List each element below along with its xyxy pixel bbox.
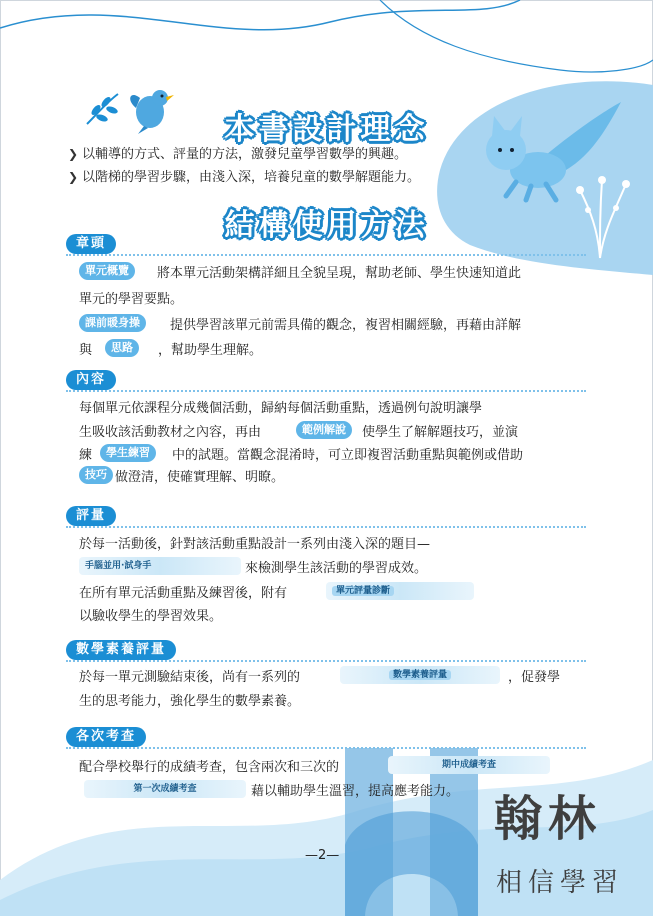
first-exam-banner: 第一次成績考查 [84,780,246,798]
pre-class-warmup-chip: 課前暖身操 [79,314,146,332]
divider [66,747,586,749]
structure-title: 結構使用方法 [224,208,429,243]
math-literacy-banner: 數學素養評量 [340,666,500,684]
practice-banner: 手腦並用·試身手 [79,557,241,575]
tips-chip: 技巧 [79,466,113,484]
publisher-logo: 翰林 [494,791,603,847]
divider [66,254,586,256]
bullet-item: ❯ 以階梯的學習步驟，由淺入深，培養兒童的數學解題能力。 [68,170,421,185]
thinking-chip: 思路 [105,339,139,357]
chevron-right-icon: ❯ [68,170,79,184]
bullet-item: ❯ 以輔導的方式、評量的方法，激發兒童學習數學的興趣。 [68,147,408,162]
publisher-slogan: 相信學習 [496,868,625,898]
example-explain-chip: 範例解說 [296,421,352,439]
section-tag-assessment: 評量 [66,506,116,526]
unit-overview-chip: 單元概覽 [79,262,135,280]
unit-diagnosis-banner: 單元評量診斷 [326,582,474,600]
divider [66,390,586,392]
divider [66,526,586,528]
section-tag-exams: 各次考查 [66,727,146,747]
page-number: —2— [305,848,340,863]
section-tag-content: 內容 [66,370,116,390]
design-philosophy-title: 本書設計理念 [224,112,429,147]
divider [66,660,586,662]
midterm-banner: 期中成績考查 [388,756,550,774]
student-practice-chip: 學生練習 [100,444,156,462]
section-tag-math-literacy: 數學素養評量 [66,640,176,660]
chevron-right-icon: ❯ [68,147,79,161]
section-tag-chapter-head: 章頭 [66,234,116,254]
